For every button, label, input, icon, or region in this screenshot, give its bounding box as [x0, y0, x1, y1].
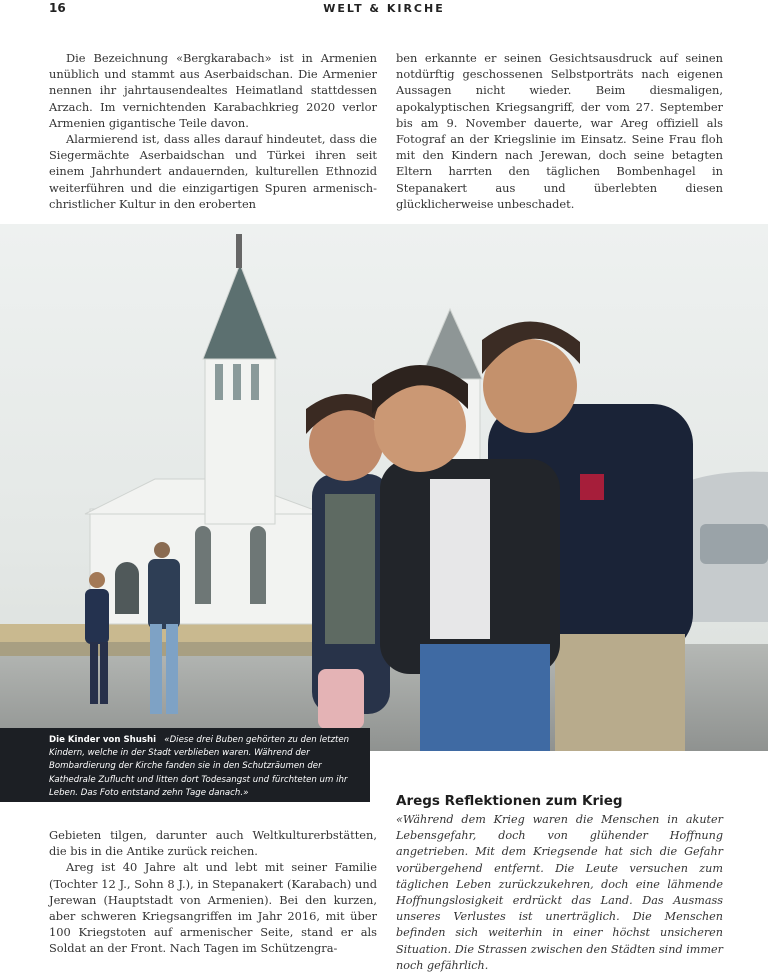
article-column-3: [49, 827, 377, 957]
photo-caption: [0, 728, 370, 802]
article-column-2: [396, 50, 723, 212]
sidebar-quote: «Während dem Krieg waren die Menschen in akuter Lebensgefahr, doch von glühender Hoffnung angetrieben. Mit dem Kriegsende hat sich die Gefahr vorübergehend entfernt. Die Leute versuchen zum täglichen Leben zurückzukehren, doch eine lähmende Hoffnungslosigkeit erdrückt das Land. Das Ausmass unseres Verlustes ist unerträglich. Die Menschen befinden sich weiterhin in einer höchst unsicheren Situation. Die Strassen zwischen den Städten sind immer noch gefährlich.: [396, 813, 723, 972]
paragraph: Gebieten tilgen, darunter auch Weltkulturerbstätten, die bis in die Antike zurück reichen.: [49, 828, 377, 859]
paragraph: Areg ist 40 Jahre alt und lebt mit seiner Familie (Tochter 12 J., Sohn 8 J.), in Stepanakert (Karabach) und Jerewan (Hauptstadt von Armenien). Bei den kurzen, aber schweren Kriegsangriffen im Jahr 2016, mit über 100 Kriegstoten auf armenischer Seite, stand er als Soldat an der Front. Nach Tagen im Schützengra-: [49, 860, 377, 956]
article-column-1: [49, 50, 377, 212]
caption-text: «Diese drei Buben gehörten zu den letzten Kindern, welche in der Stadt verblieben waren. Während der Bombardierung der Kirche fanden sie in den Schutzräumen der Kathedrale Zuflucht und litten dort Todesangst und fürchteten um ihr Leben. Das Foto entstand zehn Tage danach.»: [49, 735, 350, 798]
paragraph: Alarmierend ist, dass alles darauf hindeutet, dass die Siegermächte Aserbaidschan und Türkei ihren seit einem Jahrhundert andauernden, kulturellen Ethnozid weiterführen und die einzigartigen Spuren armenisch-christlicher Kultur in den eroberten: [49, 132, 377, 211]
sidebar-title: Aregs Reflektionen zum Krieg: [396, 793, 623, 809]
page-number: 16: [49, 1, 66, 15]
section-title: WELT & KIRCHE: [323, 2, 445, 15]
paragraph: ben erkannte er seinen Gesichtsausdruck auf seinen notdürftig geschossenen Selbstporträts nach eigenen Aussagen nicht wieder. Beim diesmaligen, apokalyptischen Kriegsangriff, der vom 27. September bis am 9. November dauerte, war Areg offiziell als Fotograf an der Kriegslinie im Einsatz. Seine Frau floh mit den Kindern nach Jerewan, doch seine betagten Eltern harrten den täglichen Bombenhagel in Stepanakert aus und überlebten diesen glücklicherweise unbeschadet.: [396, 51, 723, 211]
paragraph: Die Bezeichnung «Bergkarabach» ist in Armenien unüblich und stammt aus Aserbaidschan. Die Armenier nennen ihr jahrtausendealtes Heimatland stattdessen Arzach. Im vernichtenden Karabachkrieg 2020 verlor Armenien gigantische Teile davon.: [49, 51, 377, 130]
photo-children-shushi: [0, 224, 768, 751]
page-header: [0, 0, 768, 20]
caption-title: Die Kinder von Shushi: [49, 735, 157, 745]
